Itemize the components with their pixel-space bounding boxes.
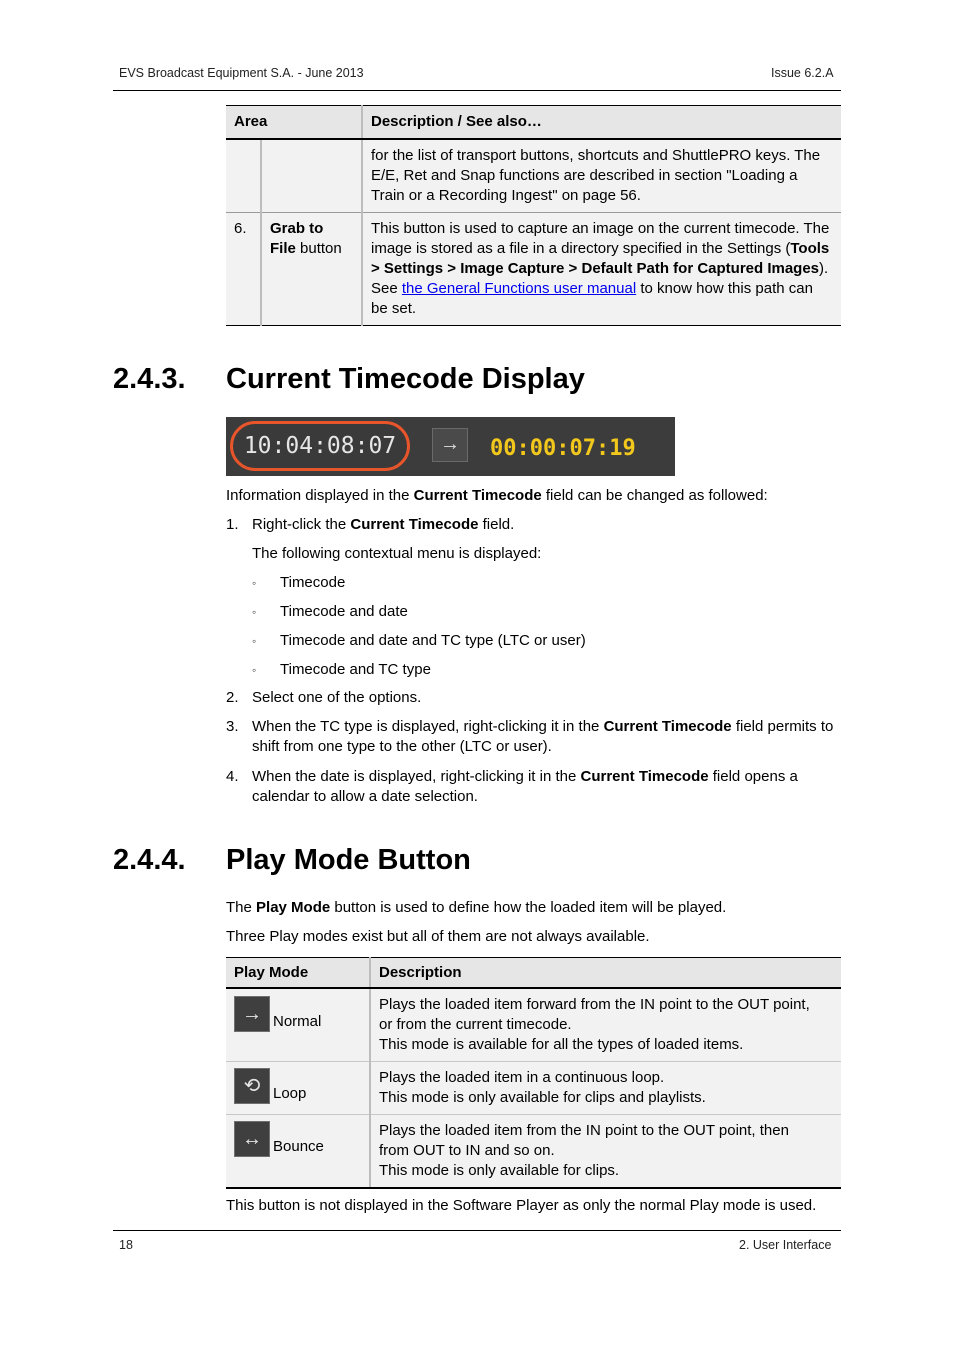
loop-icon: ⟲ bbox=[234, 1068, 270, 1104]
arrow-right-icon: → bbox=[234, 996, 270, 1032]
desc-text-3: to know how this path can be set. bbox=[371, 280, 813, 317]
page-number: 18 bbox=[119, 1238, 133, 1252]
row-number: 6. bbox=[226, 213, 261, 326]
description-header: Description bbox=[370, 958, 841, 989]
option-timecode-date: Timecode and date bbox=[280, 603, 408, 620]
desc-bold-path: Tools > Settings > Image Capture > Default Path for Captured Images bbox=[371, 240, 830, 277]
step-1: Right-click the Current Timecode field. bbox=[252, 516, 515, 533]
area-rest: button bbox=[295, 240, 342, 257]
step-2-number: 2. bbox=[226, 689, 239, 706]
description-header: Description / See also… bbox=[362, 106, 841, 140]
section-title: Current Timecode Display bbox=[226, 363, 585, 395]
row-description-grab bbox=[362, 213, 841, 326]
mode-label: Bounce bbox=[273, 1138, 324, 1155]
mode-normal bbox=[226, 988, 370, 1062]
row-area bbox=[261, 213, 362, 326]
row-area-cell bbox=[261, 139, 362, 213]
general-functions-manual-link[interactable]: the General Functions user manual bbox=[401, 280, 637, 297]
area-table bbox=[226, 105, 841, 326]
chapter-title: 2. User Interface bbox=[739, 1238, 832, 1252]
step-4: When the date is displayed, right-clicking it in the Current Timecode field opens a calendar to allow a date selection. bbox=[252, 768, 798, 805]
mode-bounce-description: Plays the loaded item from the IN point to the OUT point, then from OUT to IN and so on. This mode is only available for clips. bbox=[370, 1115, 841, 1189]
mode-bounce bbox=[226, 1115, 370, 1189]
bullet-icon: ◦ bbox=[252, 634, 257, 648]
row-num-cell bbox=[226, 139, 261, 213]
area-header: Area bbox=[226, 106, 362, 140]
option-timecode: Timecode bbox=[280, 574, 346, 591]
play-mode-table bbox=[226, 957, 841, 1189]
row-description: for the list of transport buttons, shortcuts and ShuttlePRO keys. The E/E, Ret and Snap functions are described in section "Loading a Train or a Recording Ingest" on page 56. bbox=[362, 139, 841, 213]
mode-loop-description: Plays the loaded item in a continuous loop. This mode is only available for clips and playlists. bbox=[370, 1062, 841, 1115]
step-3: When the TC type is displayed, right-clicking it in the Current Timecode field permits to shift from one type to the other (LTC or user). bbox=[252, 718, 834, 755]
mode-label: Loop bbox=[273, 1085, 307, 1102]
software-player-note: This button is not displayed in the Software Player as only the normal Play mode is used. bbox=[226, 1197, 817, 1214]
play-mode-header: Play Mode bbox=[226, 958, 370, 989]
option-timecode-date-type: Timecode and date and TC type (LTC or user) bbox=[280, 632, 586, 649]
section-title: Play Mode Button bbox=[226, 844, 471, 876]
header-right: Issue 6.2.A bbox=[771, 66, 834, 80]
arrow-right-icon: → bbox=[432, 428, 468, 462]
area-bold: Grab to File bbox=[270, 220, 324, 257]
section-number: 2.4.3. bbox=[113, 363, 186, 395]
step-1-sub: The following contextual menu is displayed: bbox=[252, 545, 542, 562]
play-mode-intro: The Play Mode button is used to define how the loaded item will be played. bbox=[226, 899, 727, 916]
header-left: EVS Broadcast Equipment S.A. - June 2013 bbox=[119, 66, 364, 80]
mode-label: Normal bbox=[273, 1013, 322, 1030]
bullet-icon: ◦ bbox=[252, 605, 257, 619]
bullet-icon: ◦ bbox=[252, 663, 257, 677]
step-1-number: 1. bbox=[226, 516, 239, 533]
mode-normal-description: Plays the loaded item forward from the IN point to the OUT point, or from the current timecode. This mode is available for all the types of loaded items. bbox=[370, 988, 841, 1062]
section-number: 2.4.4. bbox=[113, 844, 186, 876]
bullet-icon: ◦ bbox=[252, 576, 257, 590]
option-timecode-type: Timecode and TC type bbox=[280, 661, 431, 678]
header-rule bbox=[113, 90, 841, 91]
current-timecode-field[interactable]: 10:04:08:07 bbox=[230, 421, 410, 471]
secondary-timecode: 00:00:07:19 bbox=[490, 436, 636, 461]
mode-loop bbox=[226, 1062, 370, 1115]
intro-paragraph: Information displayed in the Current Timecode field can be changed as followed: bbox=[226, 487, 768, 504]
step-4-number: 4. bbox=[226, 768, 239, 785]
footer-rule bbox=[113, 1230, 841, 1231]
desc-text-2: ). See bbox=[371, 260, 829, 297]
desc-text-1: This button is used to capture an image on the current timecode. The image is stored as a file in a directory specified in the Settings ( bbox=[371, 220, 830, 257]
step-3-number: 3. bbox=[226, 718, 239, 735]
play-mode-availability: Three Play modes exist but all of them are not always available. bbox=[226, 928, 650, 945]
step-2: Select one of the options. bbox=[252, 689, 422, 706]
bounce-icon: ↔ bbox=[234, 1121, 270, 1157]
